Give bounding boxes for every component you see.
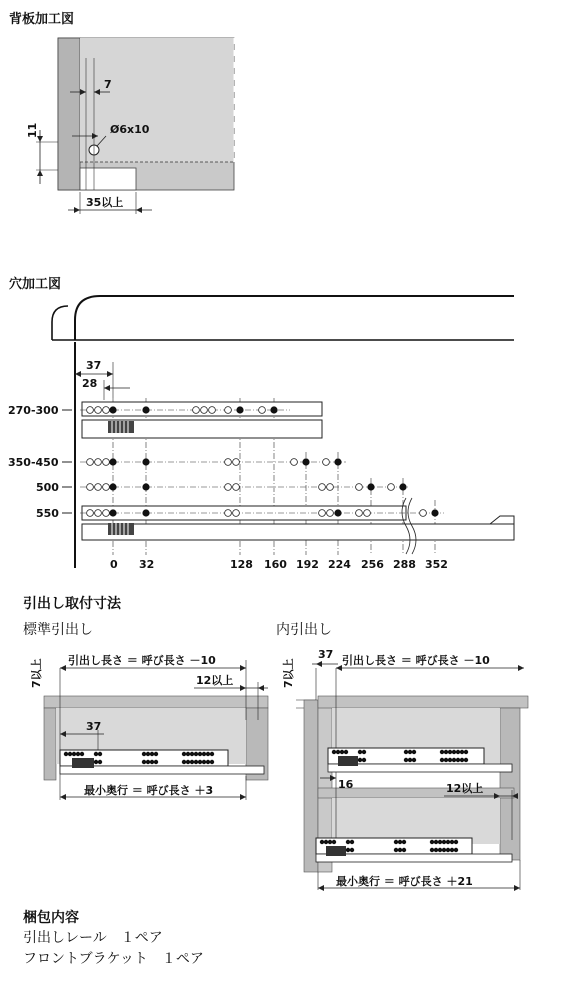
hole-x-tick: 224 bbox=[328, 558, 351, 571]
package-item: フロントブラケット １ペア bbox=[23, 951, 204, 967]
standard-title: 標準引出し bbox=[23, 622, 93, 638]
backplate-diagram bbox=[26, 38, 234, 214]
backplate-hole-label: Ø6x10 bbox=[110, 123, 150, 136]
hole-x-tick: 256 bbox=[361, 558, 384, 571]
inner-dim-37: 37 bbox=[318, 648, 334, 661]
holes-diagram bbox=[8, 296, 514, 571]
inner-min-depth: 最小奥行 ＝ 呼び長さ ＋21 bbox=[336, 875, 473, 888]
mounting-title: 引出し取付寸法 bbox=[23, 596, 121, 612]
hole-x-tick: 352 bbox=[425, 558, 448, 571]
package-title: 梱包内容 bbox=[23, 910, 79, 926]
standard-min-depth: 最小奥行 ＝ 呼び長さ ＋3 bbox=[84, 784, 214, 797]
backplate-title: 背板加工図 bbox=[9, 12, 75, 27]
inner-dim-12: 12以上 bbox=[446, 782, 484, 795]
inner-dim-7: 7以上 bbox=[282, 658, 295, 688]
inner-length-formula: 引出し長さ ＝ 呼び長さ －10 bbox=[342, 654, 490, 667]
hole-row-label: 550 bbox=[36, 507, 59, 520]
backplate-dim-11: 11 bbox=[26, 122, 39, 138]
package-item: 引出しレール １ペア bbox=[23, 930, 163, 946]
standard-dim-7: 7以上 bbox=[30, 658, 43, 688]
inner-drawer-diagram bbox=[281, 648, 528, 891]
holes-title: 穴加工図 bbox=[9, 277, 62, 292]
hole-row-label: 500 bbox=[36, 481, 59, 494]
standard-length-formula: 引出し長さ ＝ 呼び長さ －10 bbox=[68, 654, 216, 667]
hole-row-label: 350-450 bbox=[8, 456, 59, 469]
inner-title: 内引出し bbox=[276, 622, 332, 638]
standard-dim-37: 37 bbox=[86, 720, 102, 733]
hole-x-tick: 288 bbox=[393, 558, 416, 571]
backplate-dim-7: 7 bbox=[104, 78, 112, 91]
hole-x-tick: 0 bbox=[110, 558, 118, 571]
hole-x-tick: 192 bbox=[296, 558, 319, 571]
hole-row-label: 270-300 bbox=[8, 404, 59, 417]
holes-dim-37: 37 bbox=[86, 359, 102, 372]
holes-dim-28: 28 bbox=[82, 377, 98, 390]
standard-dim-12: 12以上 bbox=[196, 674, 234, 687]
hole-x-tick: 32 bbox=[139, 558, 155, 571]
inner-dim-16: 16 bbox=[338, 778, 354, 791]
standard-drawer-diagram bbox=[29, 653, 268, 800]
backplate-dim-35: 35以上 bbox=[86, 196, 124, 209]
hole-x-tick: 160 bbox=[264, 558, 287, 571]
hole-x-tick: 128 bbox=[230, 558, 253, 571]
